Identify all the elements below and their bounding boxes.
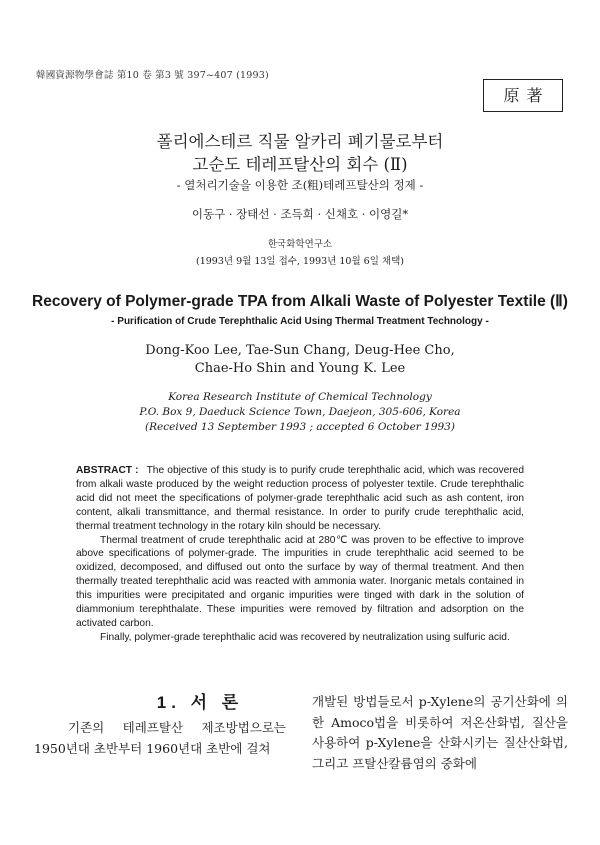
english-title: Recovery of Polymer-grade TPA from Alkali Waste of Polyester Textile (Ⅱ) [32,293,568,310]
section-heading-introduction: 1. 서 론 [156,693,244,712]
article-type-box: 原著 [483,79,563,112]
korean-authors: 이동구 · 장태선 · 조득희 · 신채호 · 이영길* [191,207,409,221]
abstract-paragraph-2: Thermal treatment of crude terephthalic acid at 280℃ was proven to be effective to improve above specifications of polymer-grade. The impurities in crude terephthalic acid seemed to be oxidized, decomposed, and diffused out onto the surface by way of thermal treatment. And then thermally treated terephthalic acid was reacted with ammonia water. Inorganic metals contained in this impurities were precipitated and organic impurities were tinged with dark in the solution of diammonium terephthalate. These impurities were removed by filtration and adsorption on the activated carbon. [76,534,524,629]
abstract-paragraph-3: Finally, polymer-grade terephthalic acid was recovered by neutralization using sulfuric acid. [100,631,510,643]
english-received-dates: (Received 13 September 1993 ; accepted 6 October 1993) [145,421,455,433]
korean-affiliation: 한국화학연구소 [267,239,333,250]
english-affiliation-line2: P.O. Box 9, Daeduck Science Town, Daejeon, 305-606, Korea [139,406,461,418]
body-left-paragraph: 기존의 테레프탈산 제조방법으로는 1950년대 초반부터 1960년대 초반에 걸쳐 [34,720,286,756]
abstract-label: ABSTRACT : [76,465,139,476]
journal-header: 韓國資源物學會誌 第10 卷 第3 號 397~407 (1993) [36,70,269,81]
korean-title-line1: 폴리에스테르 직물 알카리 폐기물로부터 [156,132,444,151]
body-left-column [34,717,286,759]
english-affiliation-line1: Korea Research Institute of Chemical Technology [168,391,432,403]
english-authors-line1: Dong-Koo Lee, Tae-Sun Chang, Deug-Hee Cho, [145,343,455,358]
korean-subtitle: - 열처리기술을 이용한 조(粗)테레프탈산의 정제 - [176,178,424,192]
abstract-paragraph-1-text: The objective of this study is to purify crude terephthalic acid, which was recovered from alkali waste produced by the weight reduction process of polyester textile. Crude terephthalic acid did not meet the specifications of polymer-grade terephthalic acid such as ash content, iron content, alkali transmittance, and thermal resistance. In order to purify crude terephthalic acid, thermal treatment technology in the rotary kiln should be necessary. [76,465,524,532]
abstract [76,464,524,645]
korean-title-line2: 고순도 테레프탈산의 회수 (Ⅱ) [192,155,408,174]
korean-dates: (1993년 9월 13일 접수, 1993년 10월 6일 채택) [196,256,404,267]
body-right-column [312,692,568,774]
english-authors-line2: Chae-Ho Shin and Young K. Lee [194,361,406,376]
body-right-paragraph: 개발된 방법들로서 p-Xylene의 공기산화에 의한 Amoco법을 비롯하여 저온산화법, 질산을 사용하여 p-Xylene을 산화시키는 질산산화법, 그리고 프탈산칼륨염의 중화에 [312,694,568,771]
abstract-paragraph [76,464,524,534]
english-subtitle: - Purification of Crude Terephthalic Acid Using Thermal Treatment Technology - [111,316,489,327]
